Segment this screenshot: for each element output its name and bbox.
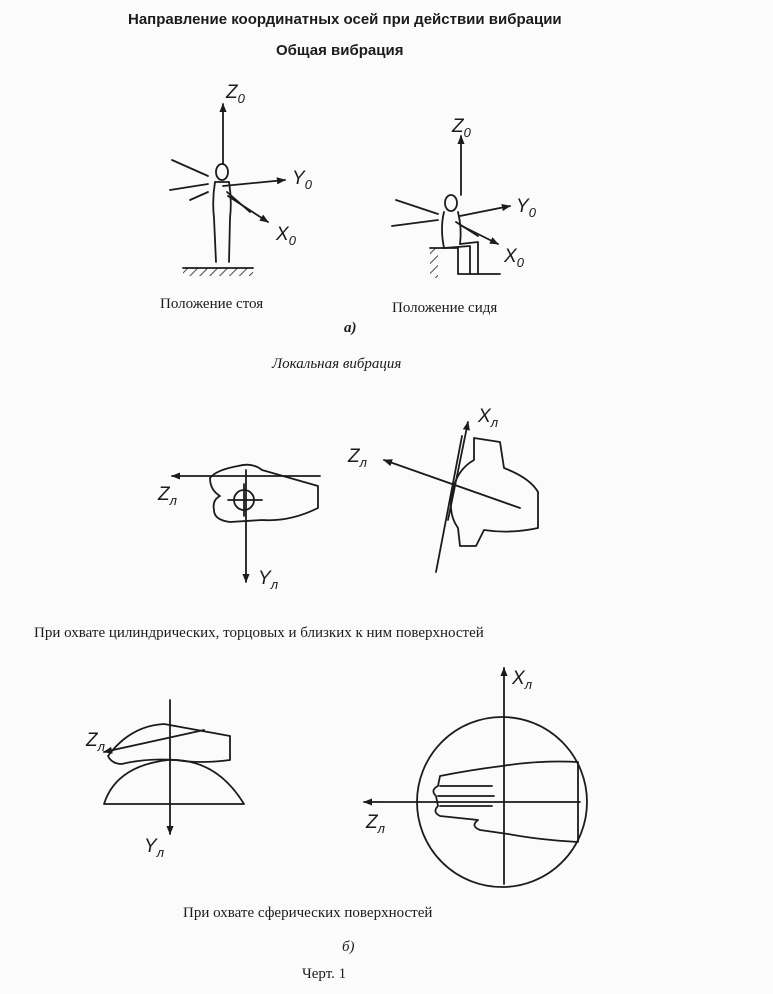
part-b-label: б) (342, 939, 355, 955)
dome-y-label: $Y_л$ (144, 836, 165, 860)
sphere-z-label: $Z_л$ (366, 812, 385, 836)
cylinder-z-label: $Z_л$ (158, 484, 177, 508)
standing-x-label: $X_0$ (276, 224, 296, 248)
cylinder-grip-caption: При охвате цилиндрических, торцовых и близких к ним поверхностей (34, 625, 484, 641)
cylinder-y-label: $Y_л$ (258, 568, 279, 592)
standing-z-label: $Z_0$ (226, 82, 245, 106)
figure-label: Черт. 1 (302, 966, 347, 982)
general-vibration-heading: Общая вибрация (276, 42, 404, 59)
part-a-label: а) (344, 320, 357, 336)
standing-axes (223, 104, 285, 222)
end-face-z-label: $Z_л$ (348, 446, 367, 470)
dome-z-label: $Z_л$ (86, 730, 105, 754)
sitting-y-label: $Y_0$ (516, 196, 536, 220)
cylinder-grip-axes (172, 470, 320, 582)
cylinder-grip-hand (210, 465, 318, 522)
sitting-caption: Положение сидя (392, 300, 498, 316)
page-title: Направление координатных осей при действии вибрации (128, 11, 562, 28)
standing-y-label: $Y_0$ (292, 168, 312, 192)
sitting-x-label: $X_0$ (504, 246, 524, 270)
axis-labels (85, 82, 537, 860)
sphere-x-label: $X_л$ (512, 668, 533, 692)
sphere-grip-axes (364, 668, 580, 884)
sphere-grip-caption: При охвате сферических поверхностей (183, 905, 433, 921)
sitting-axes (460, 136, 510, 244)
dome-grip-axes (104, 700, 204, 834)
standing-caption: Положение стоя (160, 296, 264, 312)
sitting-z-label: $Z_0$ (452, 116, 471, 140)
end-face-grip-axes (384, 422, 520, 520)
local-vibration-heading: Локальная вибрация (272, 356, 402, 372)
end-face-x-label: $X_л$ (478, 406, 499, 430)
standing-figure (170, 160, 253, 276)
